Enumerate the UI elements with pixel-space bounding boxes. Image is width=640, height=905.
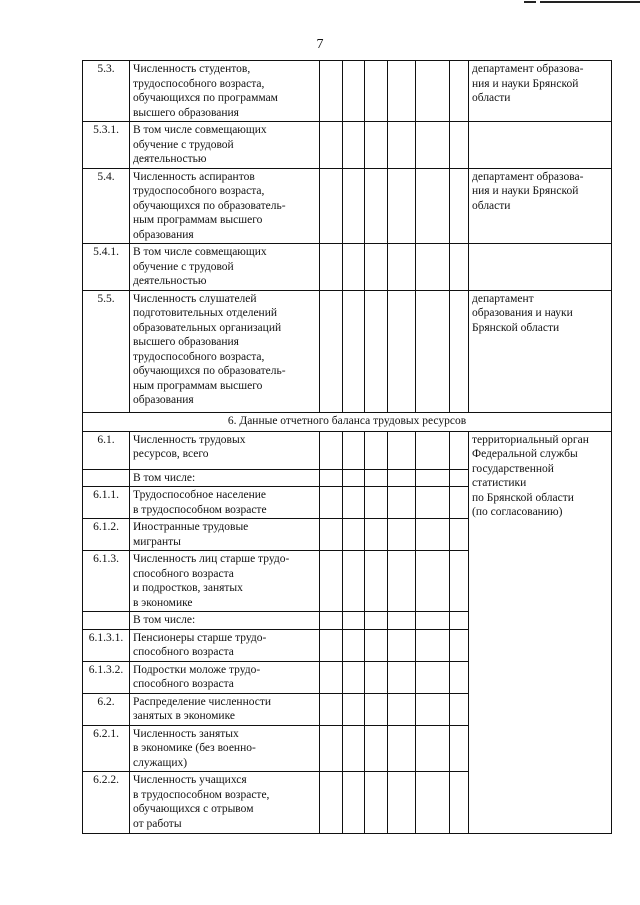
value-cell (388, 244, 416, 291)
value-cell (416, 629, 450, 661)
value-cell (365, 551, 388, 612)
value-cell (320, 122, 343, 169)
value-cell (343, 469, 365, 487)
row-number: 6.1.1. (83, 487, 130, 519)
value-cell (365, 168, 388, 244)
value-cell (320, 290, 343, 412)
value-cell (416, 612, 450, 630)
value-cell (365, 487, 388, 519)
row-number: 6.1.2. (83, 519, 130, 551)
value-cell (320, 612, 343, 630)
value-cell (388, 122, 416, 169)
value-cell (343, 693, 365, 725)
value-cell (416, 290, 450, 412)
value-cell (416, 551, 450, 612)
table-section-balance (83, 431, 612, 834)
value-cell (388, 612, 416, 630)
row-number: 5.4.1. (83, 244, 130, 291)
table-row (83, 244, 612, 291)
row-responsible: департамент образования и науки Брянской области (469, 290, 612, 412)
value-cell (343, 661, 365, 693)
row-number: 6.2.1. (83, 725, 130, 772)
value-cell (365, 725, 388, 772)
value-cell (343, 519, 365, 551)
value-cell (416, 725, 450, 772)
value-cell (320, 551, 343, 612)
table-row (83, 290, 612, 412)
row-number: 6.1. (83, 431, 130, 469)
value-cell (320, 61, 343, 122)
value-cell (416, 693, 450, 725)
row-number: 6.1.3.1. (83, 629, 130, 661)
row-indicator: Трудоспособное население в трудоспособном возрасте (130, 487, 320, 519)
value-cell (343, 487, 365, 519)
value-cell (343, 725, 365, 772)
row-indicator: Иностранные трудовые мигранты (130, 519, 320, 551)
row-number: 6.1.3. (83, 551, 130, 612)
value-cell (320, 469, 343, 487)
section-title: 6. Данные отчетного баланса трудовых ресурсов (83, 412, 612, 431)
value-cell (388, 629, 416, 661)
value-cell (388, 693, 416, 725)
value-cell (343, 431, 365, 469)
row-indicator: Численность аспирантов трудоспособного возраста, обучающихся по образователь- ным программам высшего образования (130, 168, 320, 244)
value-cell (365, 629, 388, 661)
value-cell (416, 519, 450, 551)
value-cell (416, 431, 450, 469)
value-cell (343, 612, 365, 630)
value-cell (450, 290, 469, 412)
row-indicator: Численность лиц старше трудо- способного возраста и подростков, занятых в экономике (130, 551, 320, 612)
row-number: 5.5. (83, 290, 130, 412)
row-indicator: Подростки моложе трудо- способного возраста (130, 661, 320, 693)
value-cell (365, 469, 388, 487)
value-cell (388, 469, 416, 487)
table-row (83, 61, 612, 122)
value-cell (416, 469, 450, 487)
value-cell (450, 629, 469, 661)
row-indicator: В том числе совмещающих обучение с трудовой деятельностью (130, 244, 320, 291)
value-cell (388, 725, 416, 772)
value-cell (343, 122, 365, 169)
value-cell (320, 431, 343, 469)
value-cell (320, 519, 343, 551)
value-cell (450, 693, 469, 725)
value-cell (320, 168, 343, 244)
row-responsible (469, 244, 612, 291)
row-number: 5.4. (83, 168, 130, 244)
row-number: 6.2. (83, 693, 130, 725)
value-cell (450, 661, 469, 693)
value-cell (320, 661, 343, 693)
value-cell (365, 61, 388, 122)
value-cell (450, 612, 469, 630)
row-indicator: Пенсионеры старше трудо- способного возраста (130, 629, 320, 661)
value-cell (388, 168, 416, 244)
data-table (82, 60, 612, 834)
row-indicator: Численность студентов, трудоспособного возраста, обучающихся по программам высшего образования (130, 61, 320, 122)
scan-corner-mark (520, 0, 640, 4)
value-cell (343, 244, 365, 291)
value-cell (388, 551, 416, 612)
table-row (83, 431, 612, 469)
row-responsible (469, 122, 612, 169)
value-cell (416, 487, 450, 519)
value-cell (343, 61, 365, 122)
value-cell (450, 469, 469, 487)
value-cell (388, 61, 416, 122)
value-cell (388, 431, 416, 469)
value-cell (416, 244, 450, 291)
value-cell (343, 168, 365, 244)
value-cell (343, 629, 365, 661)
value-cell (320, 725, 343, 772)
value-cell (320, 487, 343, 519)
row-indicator: Численность трудовых ресурсов, всего (130, 431, 320, 469)
value-cell (450, 168, 469, 244)
value-cell (450, 244, 469, 291)
value-cell (365, 772, 388, 834)
row-indicator: В том числе совмещающих обучение с трудовой деятельностью (130, 122, 320, 169)
value-cell (388, 772, 416, 834)
value-cell (365, 290, 388, 412)
table-row (83, 122, 612, 169)
value-cell (320, 629, 343, 661)
value-cell (450, 772, 469, 834)
row-responsible: департамент образова- ния и науки Брянской области (469, 61, 612, 122)
row-indicator: Численность занятых в экономике (без военно- служащих) (130, 725, 320, 772)
page-number: 7 (316, 37, 324, 52)
value-cell (365, 693, 388, 725)
value-cell (365, 661, 388, 693)
section-header-row (83, 412, 612, 431)
row-number: 5.3.1. (83, 122, 130, 169)
value-cell (450, 61, 469, 122)
value-cell (416, 772, 450, 834)
value-cell (388, 661, 416, 693)
value-cell (416, 168, 450, 244)
value-cell (365, 519, 388, 551)
row-number: 5.3. (83, 61, 130, 122)
table-row (83, 168, 612, 244)
row-number: 6.1.3.2. (83, 661, 130, 693)
value-cell (388, 519, 416, 551)
row-responsible: территориальный орган Федеральной службы государственной статистики по Брянской области (по согласованию) (469, 431, 612, 834)
value-cell (365, 122, 388, 169)
value-cell (343, 551, 365, 612)
value-cell (320, 244, 343, 291)
value-cell (416, 661, 450, 693)
value-cell (450, 551, 469, 612)
table-section-education (83, 61, 612, 413)
value-cell (388, 487, 416, 519)
row-number (83, 469, 130, 487)
value-cell (450, 487, 469, 519)
row-number (83, 612, 130, 630)
value-cell (365, 431, 388, 469)
value-cell (365, 612, 388, 630)
value-cell (320, 772, 343, 834)
value-cell (388, 290, 416, 412)
value-cell (450, 431, 469, 469)
row-indicator: В том числе: (130, 612, 320, 630)
row-indicator: Численность слушателей подготовительных отделений образовательных организаций высшего образования трудоспособного возраста, обучающихся по образователь- ным программам высшего образования (130, 290, 320, 412)
value-cell (416, 61, 450, 122)
value-cell (450, 519, 469, 551)
row-indicator: Распределение численности занятых в экономике (130, 693, 320, 725)
row-indicator: В том числе: (130, 469, 320, 487)
value-cell (450, 725, 469, 772)
value-cell (343, 290, 365, 412)
value-cell (365, 244, 388, 291)
value-cell (416, 122, 450, 169)
value-cell (343, 772, 365, 834)
row-number: 6.2.2. (83, 772, 130, 834)
value-cell (450, 122, 469, 169)
row-responsible: департамент образова- ния и науки Брянской области (469, 168, 612, 244)
value-cell (320, 693, 343, 725)
row-indicator: Численность учащихся в трудоспособном возрасте, обучающихся с отрывом от работы (130, 772, 320, 834)
